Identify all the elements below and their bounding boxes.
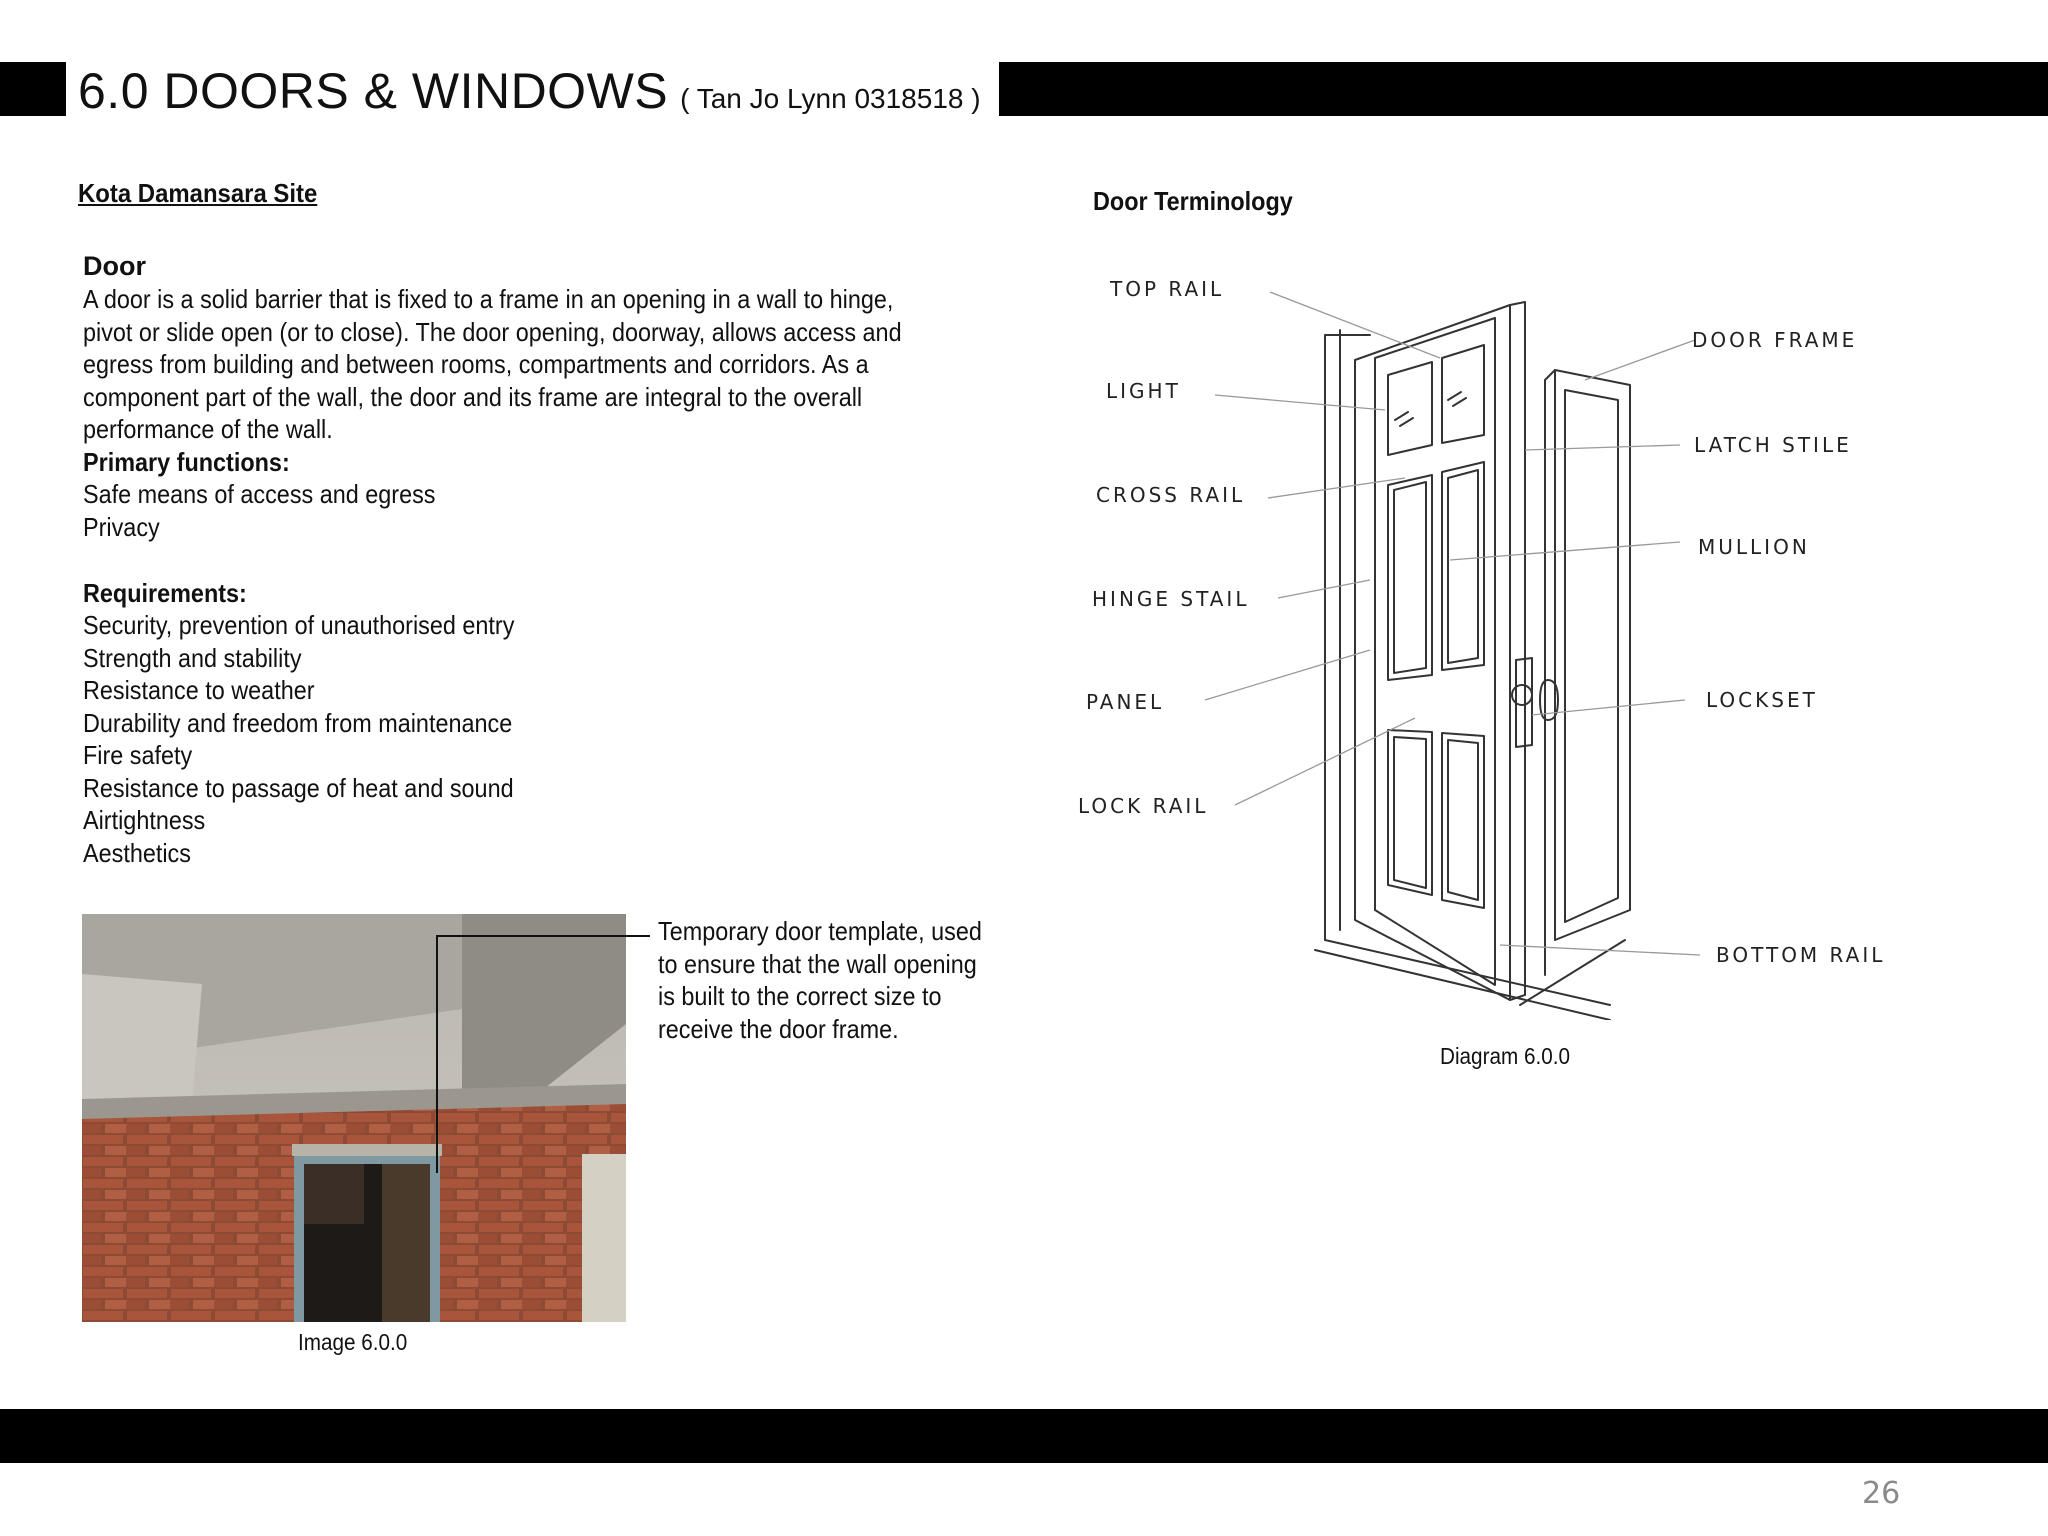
label-hinge-stail: HINGE STAIL bbox=[1092, 587, 1250, 611]
label-mullion: MULLION bbox=[1698, 535, 1810, 559]
requirements-list bbox=[83, 609, 514, 869]
door-diagram bbox=[1070, 240, 2010, 1020]
list-item: Resistance to weather bbox=[83, 675, 315, 705]
list-item: Strength and stability bbox=[83, 642, 302, 673]
header-left-bar bbox=[0, 62, 66, 116]
label-light: LIGHT bbox=[1106, 379, 1181, 403]
primary-functions-heading: Primary functions: bbox=[83, 447, 290, 477]
header-right-bar bbox=[999, 62, 2048, 116]
title-main: 6.0 DOORS & WINDOWS bbox=[78, 63, 669, 119]
diagram-caption: Diagram 6.0.0 bbox=[1440, 1043, 1571, 1069]
list-item: Airtightness bbox=[83, 805, 206, 835]
label-latch-stile: LATCH STILE bbox=[1694, 433, 1852, 457]
terminology-heading: Door Terminology bbox=[1093, 186, 1293, 216]
page-title bbox=[78, 58, 981, 137]
list-item: Security, prevention of unauthorised entry bbox=[83, 610, 515, 640]
leader-lines bbox=[1205, 292, 1700, 955]
list-item: Durability and freedom from maintenance bbox=[83, 707, 513, 738]
door-heading: Door bbox=[83, 251, 146, 281]
list-item: Privacy bbox=[83, 511, 160, 542]
photo-caption: Image 6.0.0 bbox=[298, 1329, 408, 1355]
label-door-frame: DOOR FRAME bbox=[1692, 328, 1858, 352]
footer-bar bbox=[0, 1409, 2048, 1463]
label-top-rail: TOP RAIL bbox=[1110, 277, 1225, 301]
list-item: Aesthetics bbox=[83, 837, 191, 868]
title-author: ( Tan Jo Lynn 0318518 ) bbox=[680, 83, 981, 114]
list-item: Fire safety bbox=[83, 740, 193, 770]
site-photo bbox=[82, 914, 626, 1322]
door-sketch bbox=[1315, 302, 1630, 1020]
label-lock-rail: LOCK RAIL bbox=[1078, 794, 1209, 818]
label-lockset: LOCKSET bbox=[1706, 688, 1818, 712]
callout-leader bbox=[436, 935, 438, 1173]
requirements-heading: Requirements: bbox=[83, 578, 247, 608]
label-bottom-rail: BOTTOM RAIL bbox=[1716, 943, 1886, 967]
primary-functions-list bbox=[83, 478, 436, 543]
label-cross-rail: CROSS RAIL bbox=[1096, 483, 1246, 507]
photo-callout-text: Temporary door template, used to ensure that the wall opening is built to the correct size to receive the door frame. bbox=[658, 916, 982, 1044]
label-panel: PANEL bbox=[1086, 690, 1165, 714]
callout-line bbox=[436, 935, 650, 937]
list-item: Resistance to passage of heat and sound bbox=[83, 772, 514, 803]
site-heading: Kota Damansara Site bbox=[78, 178, 318, 208]
list-item: Safe means of access and egress bbox=[83, 479, 436, 509]
site-photo-drawing bbox=[82, 914, 626, 1322]
door-description: A door is a solid barrier that is fixed to a frame in an opening in a wall to hinge, pivot or slide open (or to close). The door opening, doorway, allows access and egress from building and between rooms, compartments and corridors. As a component part of the wall, the door and its frame are integral to the overall performance of the wall. bbox=[83, 284, 902, 444]
page-number: 26 bbox=[1862, 1476, 1901, 1511]
